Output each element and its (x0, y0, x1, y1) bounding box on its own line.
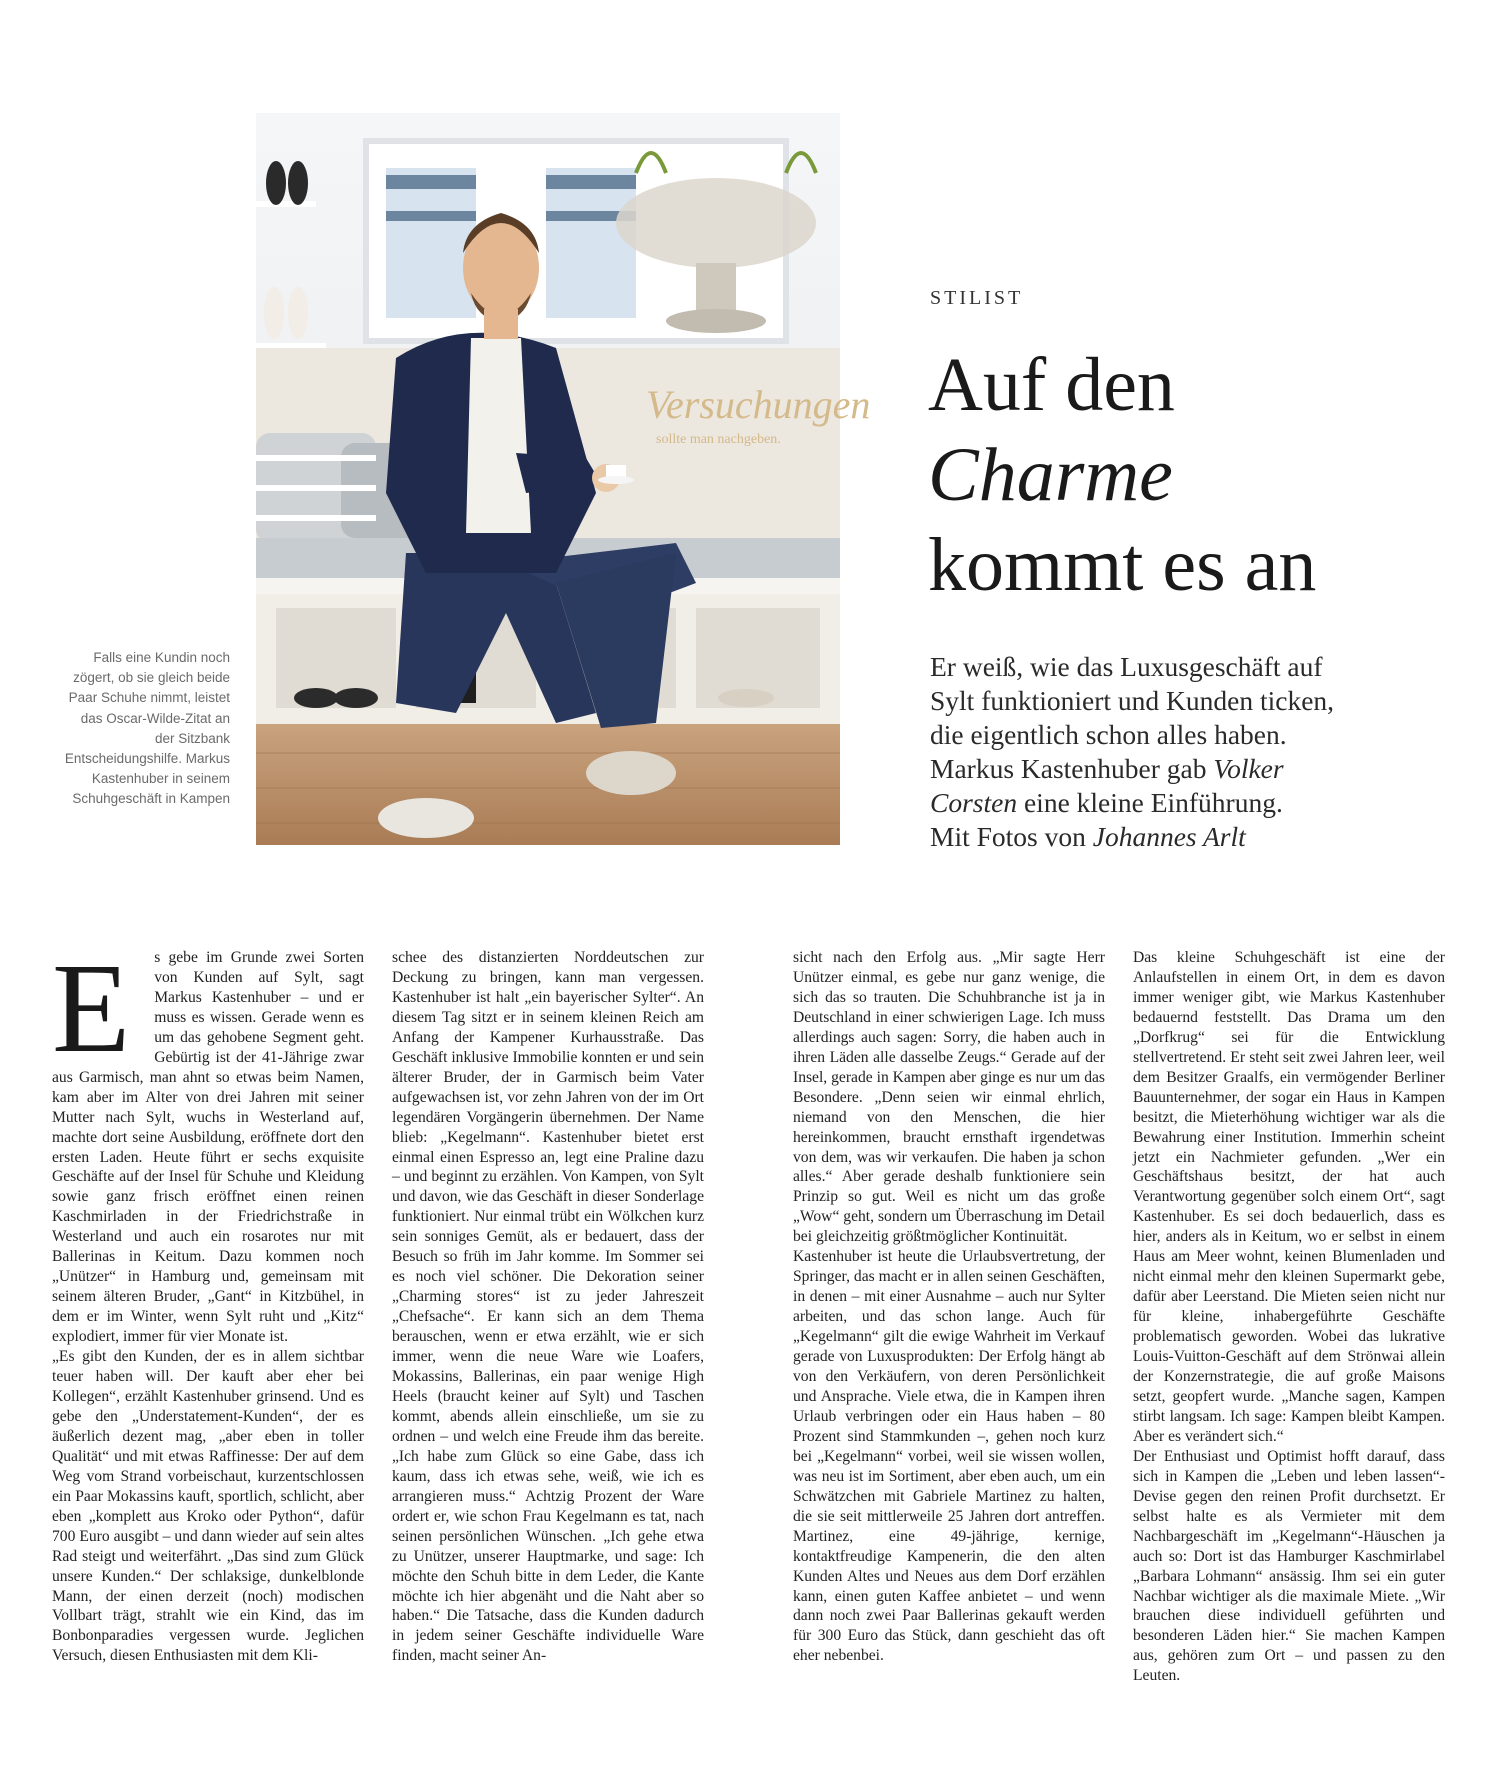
headline-line-2: Charme (928, 433, 1173, 517)
body-paragraph: Kastenhuber ist heute die Urlaubsvertretung, der Springer, das macht er in allen seinen Geschäften, in denen – mit einer Ausnahme – auch nur Sylter arbeiten, und das schon lange. Auch für „Kegelmann“ gilt die ewige Wahrheit im Verkauf gerade von Luxusprodukten: Der Erfolg hängt ab von den Verkäufern, von deren Persönlichkeit und Ansprache. Viele etwa, die in Kampen ihren Urlaub verbringen oder ein Haus haben – 80 Prozent sind Stammkunden –, gehen noch kurz bei „Kegelmann“ vorbei, weil sie wissen wollen, was neu ist im Sortiment, aber eben auch, um ein Schwätzchen mit Gabriele Martinez zu halten, die sie seit mittlerweile 25 Jahren dort antreffen. Martinez, eine 49-jährige, kernige, kontaktfreudige Kampenerin, die den alten Kunden Altes und Neues aus dem Dorf erzählen kann, einen guten Kaffee anbietet – und wenn dann noch zwei Paar Ballerinas gekauft werden für 300 Euro das Stück, dann geschieht das oft eher nebenbei. (793, 1248, 1105, 1665)
body-column-3 (793, 948, 1105, 1666)
section-kicker: STILIST (930, 287, 1024, 309)
body-column-2 (392, 948, 704, 1666)
photographer-name: Johannes Arlt (1092, 821, 1246, 852)
lede-line-5-text: eine kleine Einführung. (1017, 787, 1283, 818)
body-paragraph: schee des distanzierten Norddeutschen zur Deckung zu bringen, kann man vergessen. Kastenhuber ist halt „ein bayerischer Sylter“. An diesem Tag sitzt er in seinem kleinen Reich am Anfang der Kampener Kurhausstraße. Das Geschäft inklusive Immobilie konnten er und sein älterer Bruder, der in Garmisch beim Vater aufgewachsen ist, vor zehn Jahren von der im Ort legendären Vorgängerin übernehmen. Der Name blieb: „Kegelmann“. Kastenhuber bietet erst einmal einen Espresso an, legt eine Praline dazu – und beginnt zu erzählen. Von Kampen, von Sylt und davon, wie das Geschäft in dieser Sonderlage funktioniert. Nur einmal trübt ein Wölkchen kurz sein sonniges Gemüt, als er bedauert, dass der Besuch so früh im Jahr komme. Im Sommer sei es noch viel schöner. Die Dekoration seiner „Charming stores“ ist zu jeder Jahreszeit „Chefsache“. Er kann sich an dem Thema berauschen, wenn er etwa erzählt, wie er sich immer, wenn die neue Ware wie Loafers, Mokassins, Ballerinas, ein paar wenige High Heels (braucht keiner auf Sylt) und Taschen kommt, abends allein einschließe, um sie zu ordnen – und welch eine Freude ihm das bereite. „Ich habe zum Glück so eine Gabe, dass ich kaum, dass ich etwas sehe, weiß, wie ich es arrangieren muss.“ Achtzig Prozent der Ware ordert er, wie schon Frau Kegelmann es tat, nach seinen persönlichen Wünschen. „Ich gehe etwa zu Unützer, unserer Hauptmarke, und sage: Ich möchte den Schuh bitte in dem Leder, die Kante möchte ich hier abgenäht und die Naht aber so haben.“ Die Tatsache, dass die Kunden dadurch in jedem seiner Geschäfte individuelle Ware finden, macht seiner An- (392, 949, 704, 1665)
lede-line-4-text: Markus Kastenhuber gab (930, 753, 1214, 784)
lede-line-3: die eigentlich schon alles haben. (930, 719, 1287, 750)
body-paragraph: Der Enthusiast und Optimist hofft darauf, dass sich in Kampen die „Leben und leben lassen“-Devise gegen den reinen Profit durchsetzt. Er selbst halte es als Vermieter mit dem Nachbargeschäft im „Kegelmann“-Häuschen ja auch so: Dort ist das Hamburger Kaschmirlabel „Barbara Lohmann“ ansässig. Ihm sei ein guter Nachbar wichtiger als die maximale Miete. „Wir brauchen diese individuell geführten und besonderen Läden hier.“ Sie machen Kampen aus, gehören zum Ort – und passen zu den Leuten. (1133, 1447, 1445, 1685)
lede-line-1: Er weiß, wie das Luxusgeschäft auf (930, 651, 1323, 682)
body-paragraph: sicht nach den Erfolg aus. „Mir sagte Herr Unützer einmal, es gebe nur ganz wenige, die sich das so trauten. Die Schuhbranche ist ja in Deutschland in einer schwierigen Lage. Ich muss allerdings auch sagen: Sorry, die haben auch in ihren Läden alle dasselbe Zeugs.“ Gerade auf der Insel, gerade in Kampen aber ginge es nur um das Besondere. „Denn seien wir einmal ehrlich, niemand von den Menschen, die hier hereinkommen, braucht ernsthaft irgendetwas von dem, was wir verkaufen. Die haben ja schon alles.“ Aber gerade deshalb funktioniere sein Prinzip so gut. Weil es nicht um das große „Wow“ geht, sondern um Überraschung im Detail bei gleichzeitig größtmöglicher Kontinuität. (793, 949, 1105, 1246)
lede-line-4 (930, 752, 1430, 786)
body-paragraph: Das kleine Schuhgeschäft ist eine der Anlaufstellen in einem Ort, in dem es davon immer weniger gibt, wie Markus Kastenhuber bedauernd feststellt. Das Drama um den „Dorfkrug“ sei für die Entwicklung stellvertretend. Er steht seit zwei Jahren leer, weil dem Besitzer Graalfs, ein vermögender Berliner Bauunternehmer, der sogar ein Haus in Kampen besitzt, die Mieterhöhung wichtiger war als die Bewahrung einer Institution. Immerhin scheint jetzt ein Nachmieter gefunden. „Wer ein Geschäftshaus besitzt, der hat auch Verantwortung gegenüber solch einem Ort“, sagt Kastenhuber. Es sei doch bedauerlich, dass es hier, anders als in Keitum, wo er selbst in einem Haus am Meer wohnt, keinen Blumenladen und nicht einmal mehr den kleinen Supermarkt gebe, dafür aber Leerstand. Die Mieten seien nicht nur für kleine, inhabergeführte Geschäfte problematisch geworden. Wobei das lukrative Louis-Vuitton-Geschäft auf dem Strönwai allein der Konzernstrategie, die auf große Maisons setzt, geopfert wurde. „Manche sagen, Kampen stirbt langsam. Ich sage: Kampen bleibt Kampen. Aber es verändert sich.“ (1133, 949, 1445, 1445)
body-column-1 (52, 937, 364, 1666)
author-last-name: Corsten (930, 787, 1018, 818)
sign-text-1: Versuchungen (646, 382, 871, 427)
shop-interior-illustration (256, 113, 871, 845)
headline-line-3: kommt es an (928, 523, 1317, 607)
body-column-4 (1133, 948, 1445, 1686)
lede-line-2: Sylt funktioniert und Kunden ticken, (930, 685, 1335, 716)
lede-line-5 (930, 786, 1430, 820)
article-photo (256, 113, 871, 845)
lede-line-6 (930, 820, 1430, 854)
author-first-name: Volker (1213, 753, 1284, 784)
headline-line-1: Auf den (928, 343, 1175, 427)
drop-cap: E (52, 937, 131, 1079)
headline (928, 340, 1468, 610)
body-paragraph: s gebe im Grunde zwei Sorten von Kunden auf Sylt, sagt Markus Kastenhuber – und er muss es wissen. Gerade wenn es um das gehobene Segment geht. Gebürtig ist der 41-Jährige zwar aus Garmisch, man ahnt so etwas beim Namen, kam aber im Alter von drei Jahren mit seiner Mutter nach Sylt, wuchs in Westerland auf, machte dort seine Ausbildung, eröffnete dort den ersten Laden. Heute führt er sechs exquisite Geschäfte auf der Insel für Schuhe und Kleidung sowie ganz frisch eröffnet einen reinen Kaschmirladen in der Friedrichstraße in Westerland und auch ein rosarotes nur mit Ballerinas in Keitum. Dazu kommen noch „Unützer“ in Hamburg und, gemeinsam mit seinem älteren Bruder, „Gant“ in Kitzbühel, in dem er im Winter, wenn Sylt ruht und „Kitz“ explodiert, immer für vier Monate ist. (52, 949, 364, 1346)
photo-caption: Falls eine Kundin noch zögert, ob sie gleich beide Paar Schuhe nimmt, leistet das Oscar-Wilde-Zitat an der Sitzbank Entscheidungshilfe. Markus Kastenhuber in seinem Schuhgeschäft in Kampen (64, 650, 230, 807)
sign-text-2: sollte man nachgeben. (656, 432, 781, 447)
body-paragraph: „Es gibt den Kunden, der es in allem sichtbar teuer haben will. Der kauft aber eher bei Kollegen“, erzählt Kastenhuber grinsend. Und es gebe den „Understatement-Kunden“, der es äußerlich dezent mag, „aber eben in toller Qualität“ und mit etwas Raffinesse: Der auf dem Weg vom Strand vorbeischaut, kurzentschlossen ein Paar Mokassins kauft, sportlich, schlicht, aber eben „komplett aus Kroko oder Python“, dafür 700 Euro ausgibt – und dann wieder auf sein altes Rad steigt und weiterfährt. „Das sind zum Glück unsere Kunden.“ Der schlaksige, dunkelblonde Mann, der einen derzeit (noch) modischen Vollbart trägt, strahlt wie ein Kind, das im Bonbonparadies vergessen wurde. Jeglichen Versuch, diesen Enthusiasten mit dem Kli- (52, 1348, 364, 1665)
lede (930, 650, 1430, 854)
lede-line-6-text: Mit Fotos von (930, 821, 1093, 852)
